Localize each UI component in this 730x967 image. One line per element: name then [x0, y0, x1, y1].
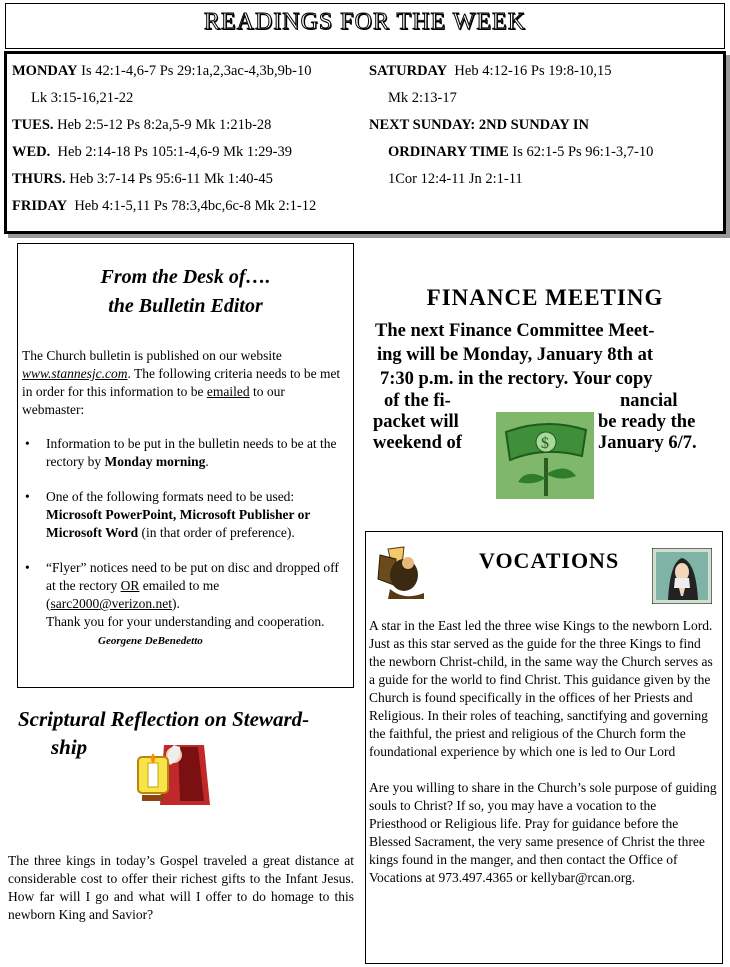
reading-ordinary-time: [388, 143, 653, 161]
finance-line4b: nancial: [620, 391, 678, 411]
vocations-para1: A star in the East led the three wise Kings to the newborn Lord. Just as this star served as the guide for the three Kings to find the newborn Christ-child, in the same way the Church serves as a guide for the world to find Christ. This guidance given by the Church is found specifically in the offices of her Priests and Religious. In their roles of teaching, sanctifying and governing the faithful, the priest and religious of the Church form the foundational experience by which one is led to Our Lord: [369, 618, 713, 759]
day-label: TUES.: [12, 117, 54, 133]
reading-text: Is 42:1-4,6-7 Ps 29:1a,2,3ac-4,3b,9b-10: [81, 63, 312, 79]
bullet-text: emailed to me (: [46, 578, 220, 611]
list-item: [22, 488, 346, 542]
scripture-title-line1: Scriptural Reflection on Steward-: [18, 707, 310, 731]
finance-line3: 7:30 p.m. in the rectory. Your copy: [380, 369, 653, 389]
candle-offering-image: [134, 737, 210, 805]
email-link[interactable]: sarc2000@verizon.net: [50, 596, 173, 611]
praying-figure-image: [374, 545, 429, 601]
editor-body: [22, 347, 346, 650]
editor-intro: [22, 347, 346, 419]
website-link[interactable]: www.stannesjc.com: [22, 366, 128, 381]
day-label: MONDAY: [12, 63, 78, 79]
page-title: READINGS FOR THE WEEK: [203, 9, 527, 35]
bullet-text: Information to be put in the bulletin needs to be at the rectory by: [46, 436, 337, 469]
reading-text: Heb 2:14-18 Ps 105:1-4,6-9 Mk 1:29-39: [57, 144, 292, 160]
reading-text: Heb 2:5-12 Ps 8:2a,5-9 Mk 1:21b-28: [57, 117, 272, 133]
bullet-text: “Flyer” notices need to be put on disc and dropped off at the rectory: [46, 560, 339, 593]
vocations-body: [369, 617, 717, 887]
day-label: WED.: [12, 144, 51, 160]
list-item: [22, 559, 346, 650]
reading-text: Heb 4:1-5,11 Ps 78:3,4bc,6c-8 Mk 2:1-12: [74, 198, 317, 214]
editor-heading-line1: From the Desk of….: [100, 266, 271, 288]
finance-line5b: be ready the: [598, 412, 696, 432]
thanks-text: Thank you for your understanding and cooperation.: [46, 614, 325, 629]
day-label: SATURDAY: [369, 63, 448, 79]
svg-text:$: $: [541, 435, 549, 452]
reading-next-sunday: [369, 116, 589, 134]
reading-monday: [12, 62, 312, 80]
day-label: FRIDAY: [12, 198, 68, 214]
day-label: NEXT SUNDAY: 2ND SUNDAY IN: [369, 117, 589, 133]
scripture-body: The three kings in today’s Gospel traveled a great distance at considerable cost to offer their richest gifts to the Infant Jesus. How far will I go and what will I offer to do homage to this newborn King and Savior?: [8, 853, 354, 922]
finance-title: FINANCE MEETING: [426, 285, 664, 310]
bullet-emphasis: Microsoft PowerPoint, Microsoft Publisher or Microsoft Word: [46, 507, 311, 540]
finance-line2: ing will be Monday, January 8th at: [377, 345, 654, 365]
list-item: [22, 435, 346, 471]
reading-saturday-cont: Mk 2:13-17: [388, 90, 457, 106]
reading-friday: [12, 197, 316, 215]
finance-line4a: of the fi-: [384, 391, 451, 411]
finance-line6a: weekend of: [373, 433, 462, 453]
reading-monday-cont: Lk 3:15-16,21-22: [31, 90, 134, 106]
intro-text: The Church bulletin is published on our website: [22, 348, 282, 363]
bullet-emphasis: OR: [120, 578, 140, 593]
editor-heading-line2: the Bulletin Editor: [108, 295, 263, 317]
vocations-para2: Are you willing to share in the Church’s sole purpose of guiding souls to Christ? If so, you may have a vocation to the Priesthood or Religious life. Pray for guidance before the Blessed Sacrament, the very same presence of Christ the three kings found in the manger, and then contact the Office of Vocations at 973.497.4365 or kellybar@rcan.org.: [369, 780, 717, 885]
emailed-text: emailed: [206, 384, 250, 399]
bullet-icon: •: [25, 560, 30, 575]
reading-wed: [12, 143, 292, 161]
editor-box: [17, 243, 354, 688]
reading-tues: [12, 116, 271, 134]
vocations-title: VOCATIONS: [479, 548, 620, 573]
day-label: ORDINARY TIME: [388, 144, 509, 160]
intro-text: . The following criteria needs to be met in order for this information to be: [22, 366, 341, 399]
scripture-title-line2: ship: [51, 735, 88, 759]
finance-line1: The next Finance Committee Meet-: [375, 321, 655, 341]
reading-thurs: [12, 170, 273, 188]
title-box: [5, 3, 725, 49]
finance-line6b: January 6/7.: [598, 433, 697, 453]
reading-saturday: [369, 62, 612, 80]
nun-image: [652, 548, 712, 604]
reading-ordinary-cont: 1Cor 12:4-11 Jn 2:1-11: [388, 171, 523, 187]
bullet-text: .: [205, 454, 209, 469]
finance-line5a: packet will: [373, 412, 459, 432]
reading-text: Is 62:1-5 Ps 96:1-3,7-10: [512, 144, 654, 160]
bullet-icon: •: [25, 489, 30, 504]
bullet-text: (in that order of preference).: [141, 525, 295, 540]
signature: Georgene DeBenedetto: [98, 635, 203, 647]
bullet-emphasis: Monday morning: [104, 454, 206, 469]
reading-text: Heb 3:7-14 Ps 95:6-11 Mk 1:40-45: [69, 171, 273, 187]
bullet-icon: •: [25, 436, 30, 451]
bullet-text: One of the following formats need to be used:: [46, 489, 295, 504]
day-label: THURS.: [12, 171, 66, 187]
bullet-text: ).: [172, 596, 180, 611]
readings-box: [4, 51, 726, 234]
money-plant-image: [496, 412, 594, 499]
intro-text: to our webmaster:: [22, 384, 285, 417]
reading-text: Heb 4:12-16 Ps 19:8-10,15: [454, 63, 612, 79]
